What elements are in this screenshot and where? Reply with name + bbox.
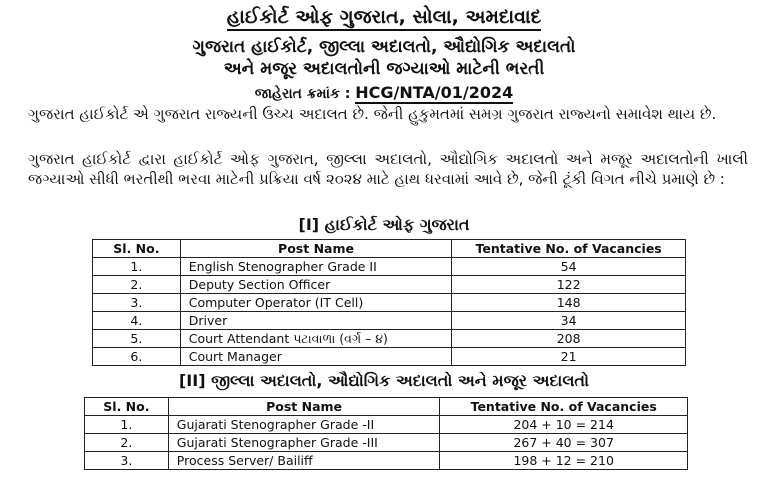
sl-no-cell: 6.	[93, 348, 181, 366]
vacancies-cell: 204 + 10 = 214	[440, 416, 688, 434]
subtitle-line-2: અને મજૂર અદાલતોની જગ્યાઓ માટેની ભરતી	[223, 59, 545, 79]
column-header-sl-no: Sl. No.	[93, 240, 181, 258]
post-name-cell: Driver	[180, 312, 452, 330]
sl-no-cell: 2.	[85, 434, 169, 452]
subtitle-line-1: ગુજરાત હાઈકોર્ટ, જીલ્લા અદાલતો, ઔદ્યોગિક અદાલતો	[192, 37, 576, 57]
section-2-heading: [II] જીલ્લા અદાલતો, ઔદ્યોગિક અદાલતો અને મજૂર અદાલતો	[178, 371, 590, 390]
district-court-vacancy-table	[84, 397, 688, 470]
vacancies-cell: 54	[452, 258, 686, 276]
table-row	[85, 434, 688, 452]
advertisement-number-line	[0, 84, 768, 103]
post-name-cell: Court Attendant પટાવાળા (વર્ગ – ૪)	[180, 330, 452, 348]
post-name-cell: English Stenographer Grade II	[180, 258, 452, 276]
post-name-cell: Gujarati Stenographer Grade -II	[168, 416, 440, 434]
post-name-cell: Deputy Section Officer	[180, 276, 452, 294]
table-row	[93, 258, 686, 276]
vacancies-cell: 34	[452, 312, 686, 330]
vacancies-cell: 122	[452, 276, 686, 294]
sl-no-cell: 1.	[93, 258, 181, 276]
column-header-sl-no: Sl. No.	[85, 398, 169, 416]
page-title	[0, 6, 768, 28]
table-row	[85, 452, 688, 470]
intro-paragraph-1: ગુજરાત હાઈકોર્ટ એ ગુજરાત રાજ્યની ઉચ્ચ અદાલત છે. જેની હુકુમતમાં સમગ્ર ગુજરાત રાજ્યનો સમાવેશ થાય છે.	[28, 105, 717, 123]
sl-no-cell: 1.	[85, 416, 169, 434]
table-header-row	[85, 398, 688, 416]
advertisement-number: HCG/NTA/01/2024	[355, 83, 514, 102]
vacancies-cell: 148	[452, 294, 686, 312]
post-name-cell: Process Server/ Bailiff	[168, 452, 440, 470]
table-row	[93, 348, 686, 366]
column-header-post-name: Post Name	[168, 398, 440, 416]
table-header-row	[93, 240, 686, 258]
post-name-cell: Gujarati Stenographer Grade -III	[168, 434, 440, 452]
vacancies-cell: 21	[452, 348, 686, 366]
sl-no-cell: 3.	[85, 452, 169, 470]
vacancies-cell: 267 + 40 = 307	[440, 434, 688, 452]
vacancies-cell: 208	[452, 330, 686, 348]
post-name-cell: Court Manager	[180, 348, 452, 366]
table-row	[93, 276, 686, 294]
column-header-vacancies: Tentative No. of Vacancies	[440, 398, 688, 416]
sl-no-cell: 3.	[93, 294, 181, 312]
high-court-vacancy-table	[92, 239, 686, 366]
sl-no-cell: 5.	[93, 330, 181, 348]
page-title-text: હાઈકોર્ટ ઓફ ગુજરાત, સોલા, અમદાવાદ	[227, 6, 542, 31]
table-row	[93, 294, 686, 312]
vacancies-cell: 198 + 12 = 210	[440, 452, 688, 470]
sl-no-cell: 4.	[93, 312, 181, 330]
table-row	[85, 416, 688, 434]
column-header-vacancies: Tentative No. of Vacancies	[452, 240, 686, 258]
intro-paragraph-2: ગુજરાત હાઈકોર્ટ દ્વારા હાઈકોર્ટ ઓફ ગુજરાત, જીલ્લા અદાલતો, ઔદ્યોગિક અદાલતો અને મજૂર અદાલતોની ખાલી જગ્યાઓ સીધી ભરતીથી ભરવા માટેની પ્રક્રિયા વર્ષ ૨૦૨૪ માટે હાથ ધરવામાં આવે છે, જેની ટૂંકી વિગત નીચે પ્રમાણે છે :	[28, 150, 748, 188]
sl-no-cell: 2.	[93, 276, 181, 294]
section-1-heading: [I] હાઈકોર્ટ ઓફ ગુજરાત	[298, 215, 470, 234]
table-row	[93, 330, 686, 348]
column-header-post-name: Post Name	[180, 240, 452, 258]
advertisement-label: જાહેરાત ક્રમાંક :	[254, 86, 351, 102]
post-name-cell: Computer Operator (IT Cell)	[180, 294, 452, 312]
table-row	[93, 312, 686, 330]
